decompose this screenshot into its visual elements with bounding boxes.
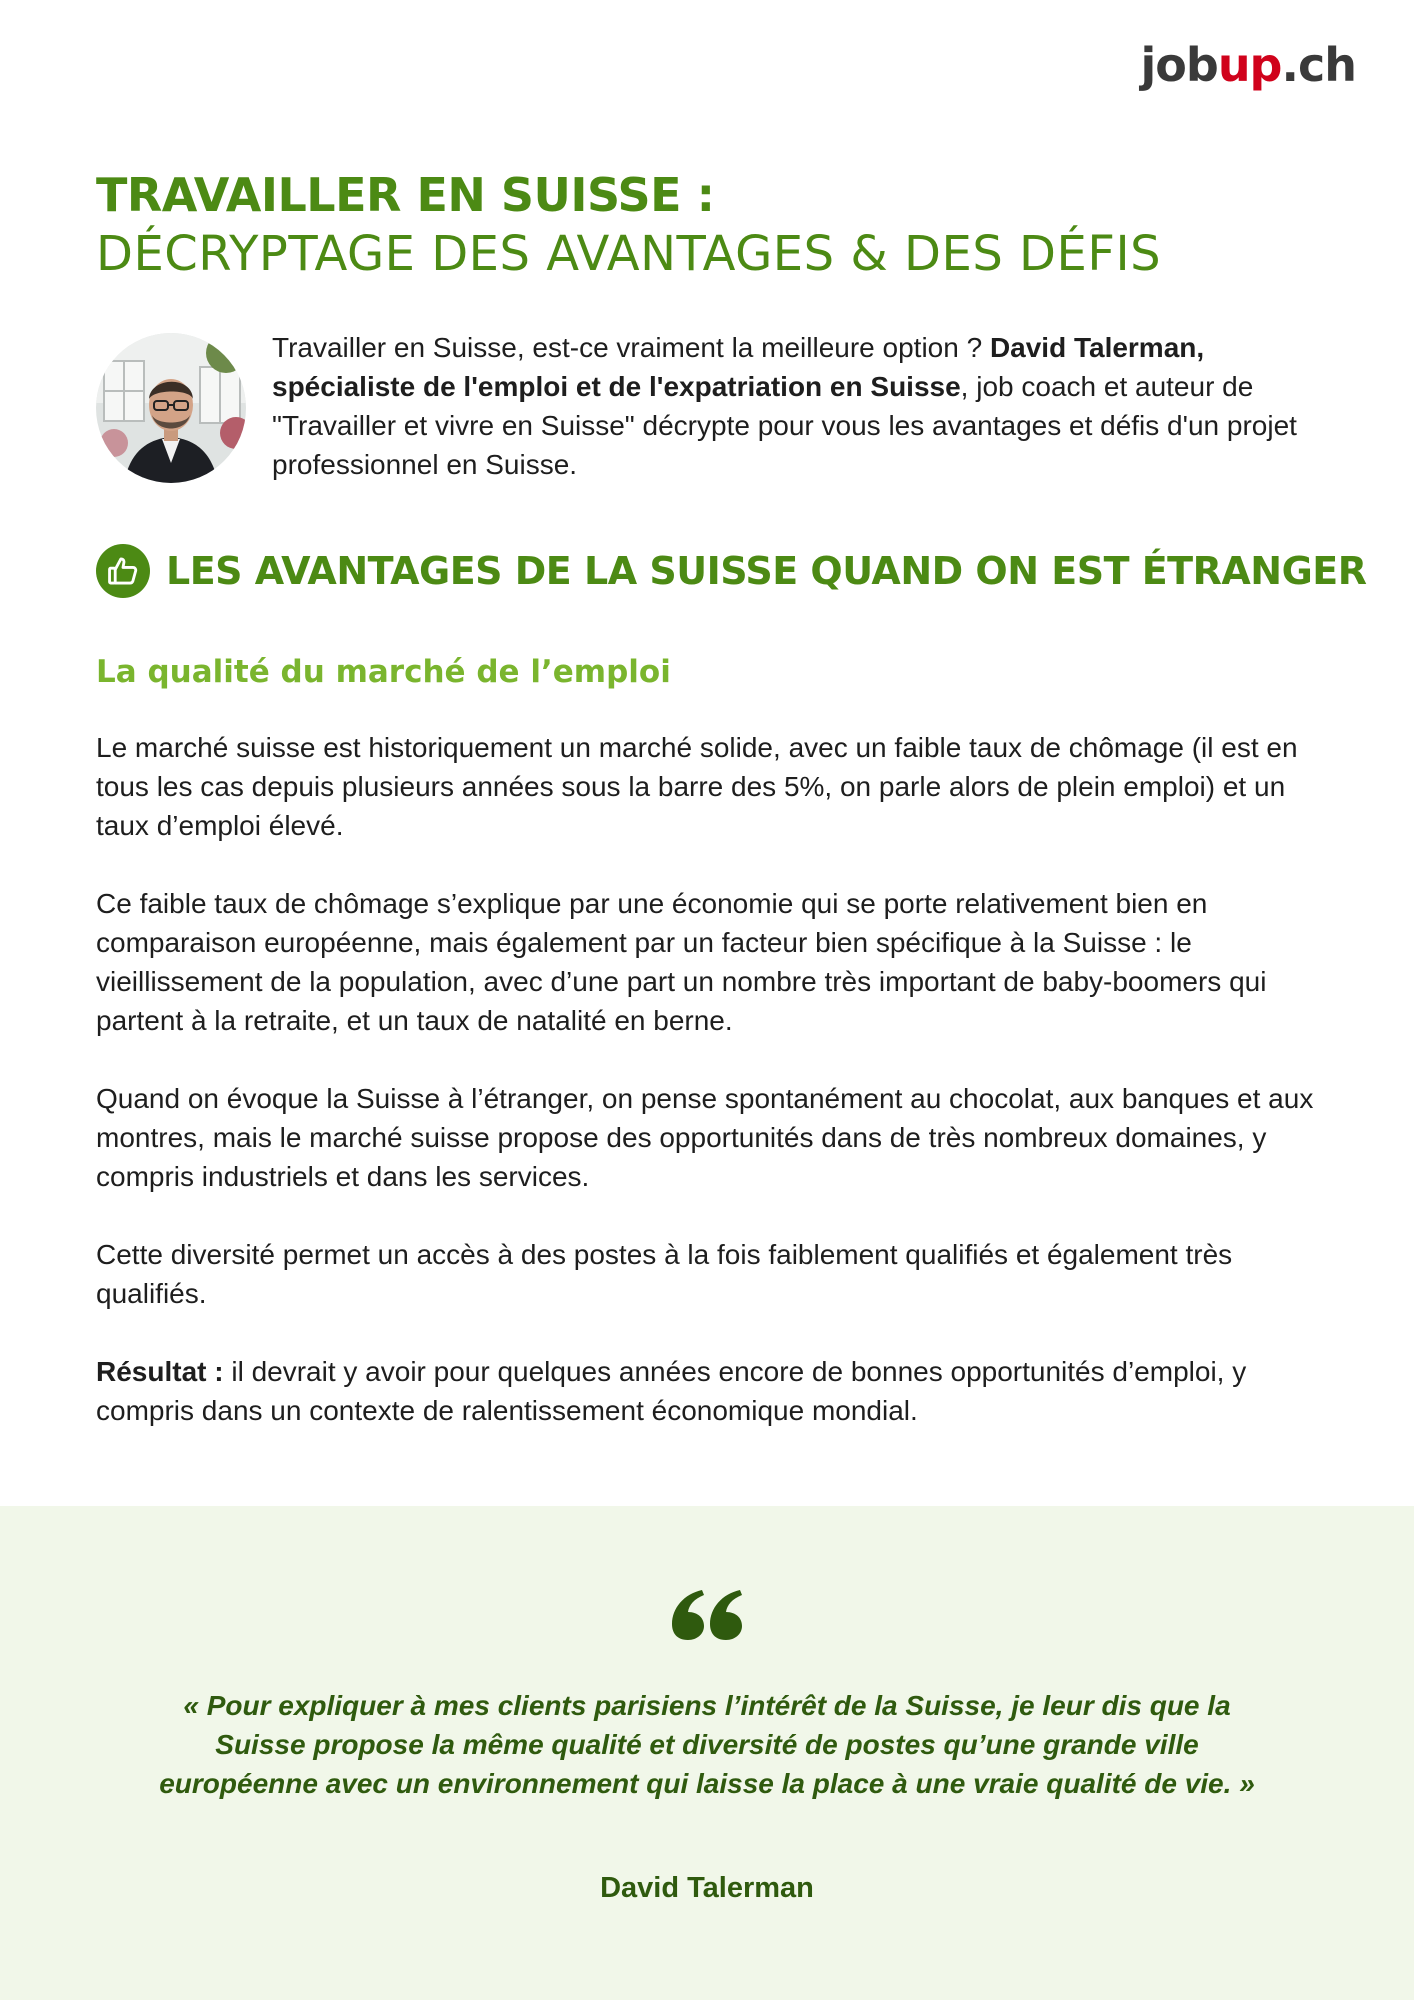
body-paragraph: Ce faible taux de chômage s’explique par une économie qui se porte relativement bien en comparaison européenne, mais également par un facteur bien spécifique à la Suisse : le vieillissement de la population, avec d’une part un nombre très important de baby-boomers qui partent à la retraite, et un taux de natalité en berne. — [96, 888, 1267, 1036]
intro-author-highlight: David Talerman, spécialiste de l'emploi et de l'expatriation en Suisse — [272, 332, 1205, 402]
quote-mark-icon — [672, 1590, 742, 1640]
author-photo — [96, 333, 246, 483]
section-title: LES AVANTAGES DE LA SUISSE QUAND ON EST ÉTRANGER — [166, 549, 1367, 593]
intro-paragraph: Travailler en Suisse, est-ce vraiment la meilleure option ? David Talerman, spécialiste de l'emploi et de l'expatriation en Suisse, job coach et auteur de "Travailler et vivre en Suisse" décrypte pour vous les avantages et défis d'un projet professionnel en Suisse. — [272, 332, 1297, 480]
body-paragraph: Cette diversité permet un accès à des postes à la fois faiblement qualifiés et également très qualifiés. — [96, 1239, 1233, 1309]
result-paragraph: Résultat : il devrait y avoir pour quelques années encore de bonnes opportunités d’emploi, y compris dans un contexte de ralentissement économique mondial. — [96, 1356, 1247, 1426]
jobup-logo[interactable]: jobup.ch — [1140, 38, 1356, 92]
section-header — [96, 544, 1366, 598]
body-paragraph: Le marché suisse est historiquement un marché solide, avec un faible taux de chômage (il est en tous les cas depuis plusieurs années sous la barre des 5%, on parle alors de plein emploi) et un taux d’emploi élevé. — [96, 732, 1298, 841]
thumbs-up-icon — [96, 544, 150, 598]
body-paragraph: Quand on évoque la Suisse à l’étranger, on pense spontanément au chocolat, aux banques et aux montres, mais le marché suisse propose des opportunités dans de très nombreux domaines, y compris industriels et dans les services. — [96, 1083, 1314, 1192]
page-title: TRAVAILLER EN SUISSE : — [96, 168, 715, 222]
pull-quote: « Pour expliquer à mes clients parisiens l’intérêt de la Suisse, je leur dis que la Suisse propose la même qualité et diversité de postes qu’une grande ville européenne avec un environnement qui laisse la place à une vraie qualité de vie. » — [159, 1690, 1255, 1799]
quote-author: David Talerman — [600, 1872, 814, 1904]
article-body — [96, 728, 1336, 1469]
page-subtitle: DÉCRYPTAGE DES AVANTAGES & DES DÉFIS — [96, 226, 1162, 282]
subsection-title: La qualité du marché de l’emploi — [96, 654, 671, 690]
result-label: Résultat : — [96, 1356, 224, 1387]
